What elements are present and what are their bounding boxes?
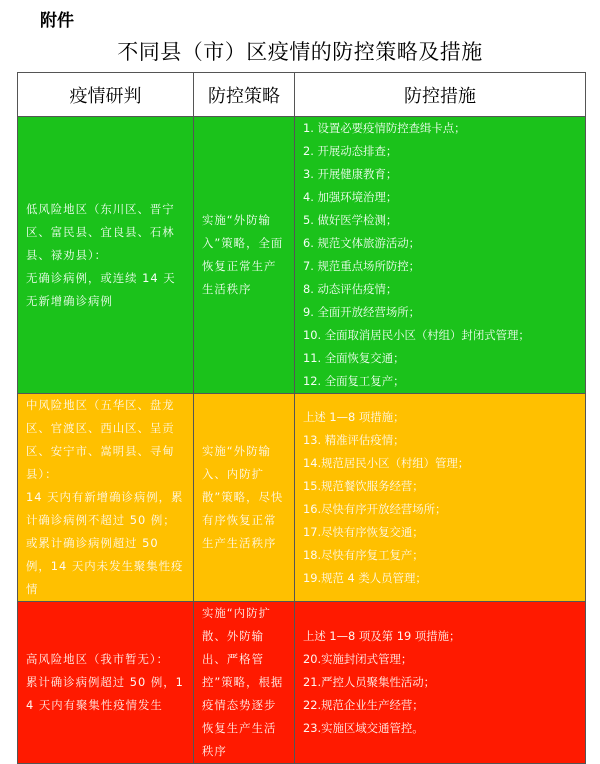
judgement-cell	[18, 602, 194, 764]
list-item: 上述 1—8 项及第 19 项措施；	[303, 629, 461, 643]
list-item: 12. 全面复工复产；	[303, 374, 405, 388]
list-item: 22.规范企业生产经营；	[303, 698, 424, 712]
judgement-cell	[18, 117, 194, 394]
table-header-row	[18, 73, 586, 117]
strategy-text: 实施“外防输入、内防扩散”策略，尽快有序恢复正常生产生活秩序	[202, 444, 284, 550]
row-high-risk	[18, 602, 586, 764]
list-item: 11. 全面恢复交通；	[303, 351, 405, 365]
judgement-region: 高风险地区（我市暂无）：	[26, 652, 169, 666]
list-item: 14.规范居民小区（村组）管理；	[303, 455, 470, 470]
list-item: 1. 设置必要疫情防控查缉卡点；	[303, 121, 466, 135]
judgement-region: 中风险地区（五华区、盘龙区、官渡区、西山区、呈贡区、安宁市、嵩明县、寻甸县）：	[26, 398, 175, 481]
list-item: 3. 开展健康教育；	[303, 167, 398, 181]
list-item: 6. 规范文体旅游活动；	[303, 236, 421, 250]
judgement-criteria: 无确诊病例，或连续 14 天无新增确诊病例	[26, 270, 176, 308]
list-item: 5. 做好医学检测；	[303, 213, 398, 227]
header-judgement: 疫情研判	[18, 73, 194, 117]
strategy-text: 实施“内防扩散、外防输出、严格管控”策略，根据疫情态势逐步恢复生产生活秩序	[202, 606, 284, 758]
strategy-text: 实施“外防输入”策略，全面恢复正常生产生活秩序	[202, 213, 284, 296]
judgement-cell	[18, 394, 194, 602]
header-measures: 防控措施	[295, 73, 586, 117]
judgement-criteria: 14 天内有新增确诊病例，累计确诊病例不超过 50 例；或累计确诊病例超过 50 例，14 天内未发生聚集性疫情	[26, 490, 184, 596]
list-item: 4. 加强环境治理；	[303, 190, 398, 204]
list-item: 19.规范 4 类人员管理；	[303, 570, 427, 585]
policy-table	[17, 72, 586, 764]
list-item: 10. 全面取消居民小区（村组）封闭式管理；	[303, 328, 530, 342]
measures-cell	[295, 117, 586, 394]
judgement-region: 低风险地区（东川区、晋宁区、富民县、宜良县、石林县、禄劝县）：	[26, 201, 175, 262]
header-strategy: 防控策略	[194, 73, 295, 117]
row-medium-risk	[18, 394, 586, 602]
list-item: 2. 开展动态排查；	[303, 144, 398, 158]
list-item: 18.尽快有序复工复产；	[303, 547, 424, 562]
list-item: 17.尽快有序恢复交通；	[303, 524, 424, 539]
measures-list	[303, 117, 579, 393]
list-item: 16.尽快有序开放经营场所；	[303, 501, 447, 516]
strategy-cell	[194, 117, 295, 394]
row-low-risk	[18, 117, 586, 394]
list-item: 23.实施区域交通管控。	[303, 721, 424, 735]
list-item: 8. 动态评估疫情；	[303, 282, 398, 296]
measures-list	[303, 625, 579, 740]
list-item: 13. 精准评估疫情；	[303, 432, 405, 447]
list-item: 7. 规范重点场所防控；	[303, 259, 421, 273]
judgement-criteria: 累计确诊病例超过 50 例，14 天内有聚集性疫情发生	[26, 675, 184, 712]
list-item: 20.实施封闭式管理；	[303, 652, 413, 666]
attachment-label: 附件	[40, 11, 74, 31]
strategy-cell	[194, 602, 295, 764]
document-title: 不同县（市）区疫情的防控策略及措施	[117, 40, 483, 64]
strategy-cell	[194, 394, 295, 602]
list-item: 15.规范餐饮服务经营；	[303, 478, 424, 493]
list-item: 21.严控人员聚集性活动；	[303, 675, 436, 689]
measures-cell	[295, 394, 586, 602]
measures-list	[303, 406, 579, 590]
list-item: 上述 1—8 项措施；	[303, 409, 405, 424]
measures-cell	[295, 602, 586, 764]
list-item: 9. 全面开放经营场所；	[303, 305, 421, 319]
